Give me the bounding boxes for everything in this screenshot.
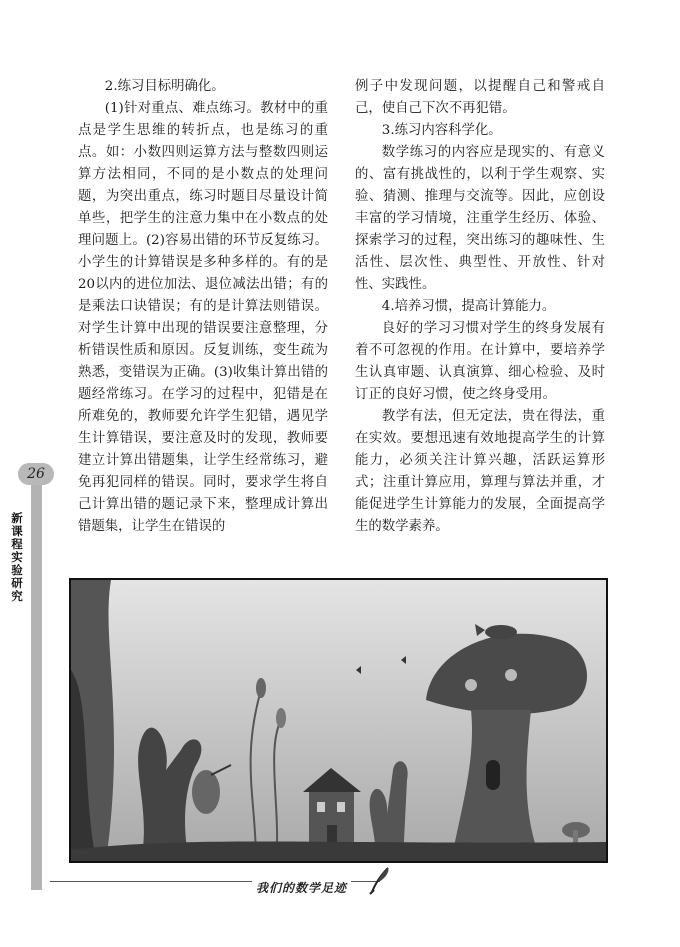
sidebar-bar (31, 470, 42, 890)
right-column (355, 76, 605, 538)
journal-issue (0, 512, 4, 622)
journal-sidebar-label (4, 512, 30, 622)
paragraph: 例子中发现问题，以提醒自己和警戒自己，使自己下次不再犯错。 (355, 79, 605, 116)
fantasy-landscape-illustration (69, 578, 608, 863)
paragraph: 教学有法，但无定法，贵在得法，重在实效。要想迅速有效地提高学生的计算能力，必须关注计算兴趣，活跃运算形式；注重计算应用，算理与算法并重，才能促进学生计算能力的发展，全面提高学生的数学素养。 (355, 409, 605, 534)
quill-pen-icon (368, 866, 392, 900)
paragraph: 2.练习目标明确化。 (104, 79, 225, 94)
page-number: 26 (18, 463, 54, 485)
paragraph: 良好的学习习惯对学生的终身发展有着不可忽视的作用。在计算中，要培养学生认真审题、认真演算、细心检验、及时订正的良好习惯，使之终身受用。 (355, 321, 605, 402)
paragraph: 4.培养习惯，提高计算能力。 (381, 299, 556, 314)
paragraph: (1)针对重点、难点练习。教材中的重点是学生思维的转折点，也是练习的重点。如：小数四则运算方法与整数四则运算方法相同，不同的是小数点的处理问题，为突出重点，练习时题目尽量设计简单些，把学生的注意力集中在小数点的处理问题上。(2)容易出错的环节反复练习。小学生的计算错误是多种多样的。有的是20以内的进位加法、退位减法出错；有的是乘法口诀错误；有的是计算法则错误。对学生计算中出现的错误要注意整理，分析错误性质和原因。反复训练，变生疏为熟悉，变错误为正确。(3)收集计算出错的题经常练习。在学习的过程中，犯错是在所难免的，教师要允许学生犯错，遇见学生计算错误，要注意及时的发现，教师要建立计算出错题集，让学生经常练习，避免再犯同样的错误。同时，要求学生将自己计算出错的题记录下来，整理成计算出错题集，让学生在错误的 (78, 101, 328, 534)
left-column (78, 76, 328, 538)
paragraph: 数学练习的内容应是现实的、有意义的、富有挑战性的，以利于学生观察、实验、猜测、推理与交流等。因此，应创设丰富的学习情境，注重学生经历、体验、探索学习的过程，突出练习的趣味性、生活性、层次性、典型性、开放性、针对性、实践性。 (355, 145, 605, 292)
footer-title: 我们的数学足迹 (252, 879, 351, 896)
journal-name: 新课程实验研究 (10, 512, 24, 603)
paragraph: 3.练习内容科学化。 (381, 123, 502, 138)
